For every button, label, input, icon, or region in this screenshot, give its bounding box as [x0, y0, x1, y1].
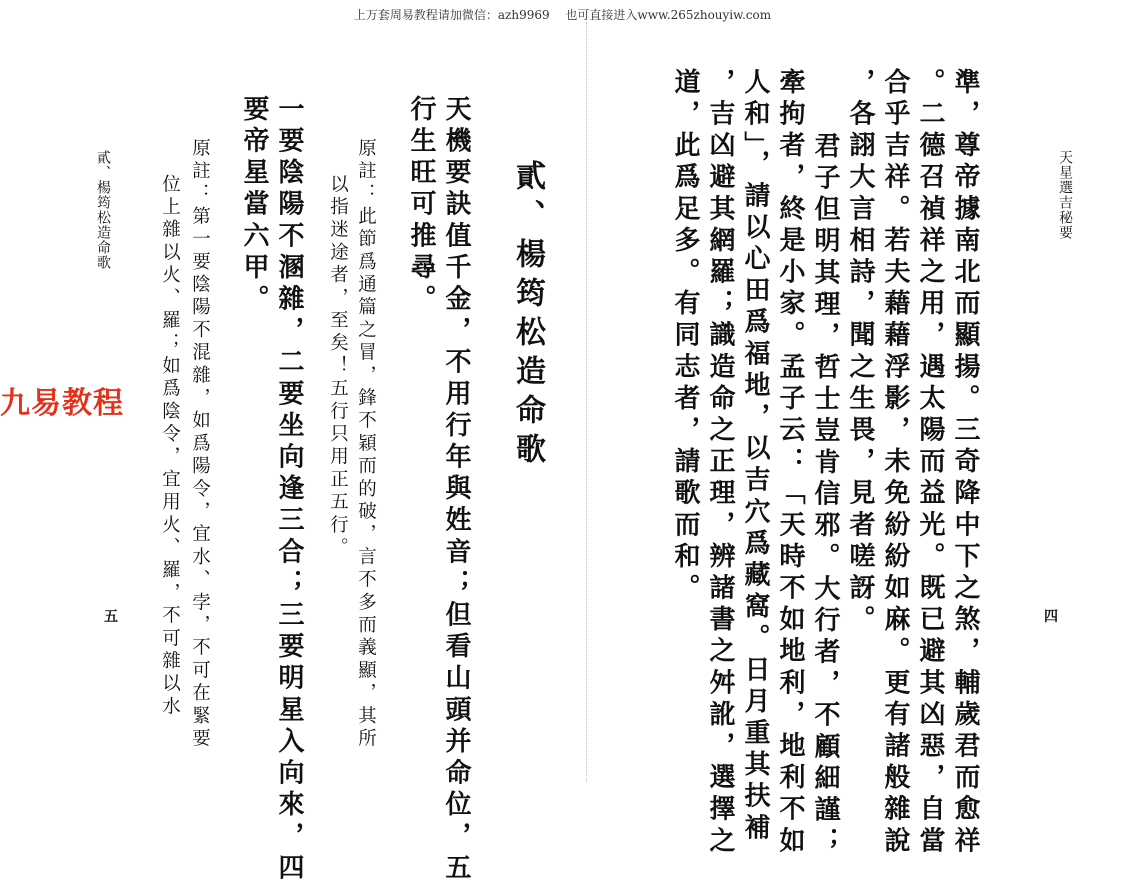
text-column: 。二德召禎祥之用，遇太陽而益光。既已避其凶惡，自當: [915, 68, 945, 858]
note-column: 以指迷途者，至矣！五行只用正五行。: [327, 174, 349, 560]
text-column: 人和」，請以心田爲福地，以吉穴爲藏窩。日月重其扶補: [740, 68, 770, 845]
verse-column: 要帝星當六甲。: [239, 95, 269, 317]
section-title: 貳、楊筠松造命歌: [510, 160, 545, 472]
right-page-number: 四: [1044, 609, 1058, 625]
text-column: 君子但明其理，哲士豈肯信邪。大行者，不顧細謹；: [810, 132, 840, 859]
book-spine: [586, 22, 587, 782]
watermark-logo: 九易教程: [0, 386, 124, 421]
right-page-header: 天星選吉秘要: [1057, 150, 1073, 240]
text-column: 合乎吉祥。若夫藉藉浮影，未免紛紛如麻。更有諸般雜說: [880, 68, 910, 858]
text-column: 道，此爲足多。有同志者，請歌而和。: [670, 68, 700, 606]
verse-column: 行生旺可推尋。: [406, 95, 436, 317]
verse-column: 天機要訣值千金，不用行年與姓音；但看山頭并命位，五: [441, 95, 471, 885]
top-banner: 上万套周易教程请加微信：azh9969 也可直接进入www.265zhouyiw.com: [353, 8, 772, 22]
left-page-number: 五: [104, 609, 118, 625]
text-column: 牽拘者，終是小家。孟子云：「天時不如地利，地利不如: [775, 68, 805, 858]
note-column: 原註：此節爲通篇之冒，鋒不穎而的破，言不多而義顯，其所: [355, 138, 377, 751]
note-column: 原註：第一要陰陽不混雜，如爲陽令，宜水、孛，不可在緊要: [189, 138, 211, 751]
verse-column: 一要陰陽不溷雜，二要坐向逢三合；三要明星入向來，四: [274, 95, 304, 885]
text-column: ，各詡大言相詩，聞之生畏，見者嗟訝。: [845, 68, 875, 637]
text-column: ，吉凶避其網羅；識造命之正理，辨諸書之舛訛，選擇之: [705, 68, 735, 858]
text-column: 準，尊帝據南北而顯揚。三奇降中下之煞，輔歲君而愈祥: [950, 68, 980, 858]
note-column: 位上雜以火、羅；如爲陰令，宜用火、羅，不可雜以水: [159, 174, 181, 719]
left-page-header: 貳、楊筠松造命歌: [95, 150, 111, 270]
